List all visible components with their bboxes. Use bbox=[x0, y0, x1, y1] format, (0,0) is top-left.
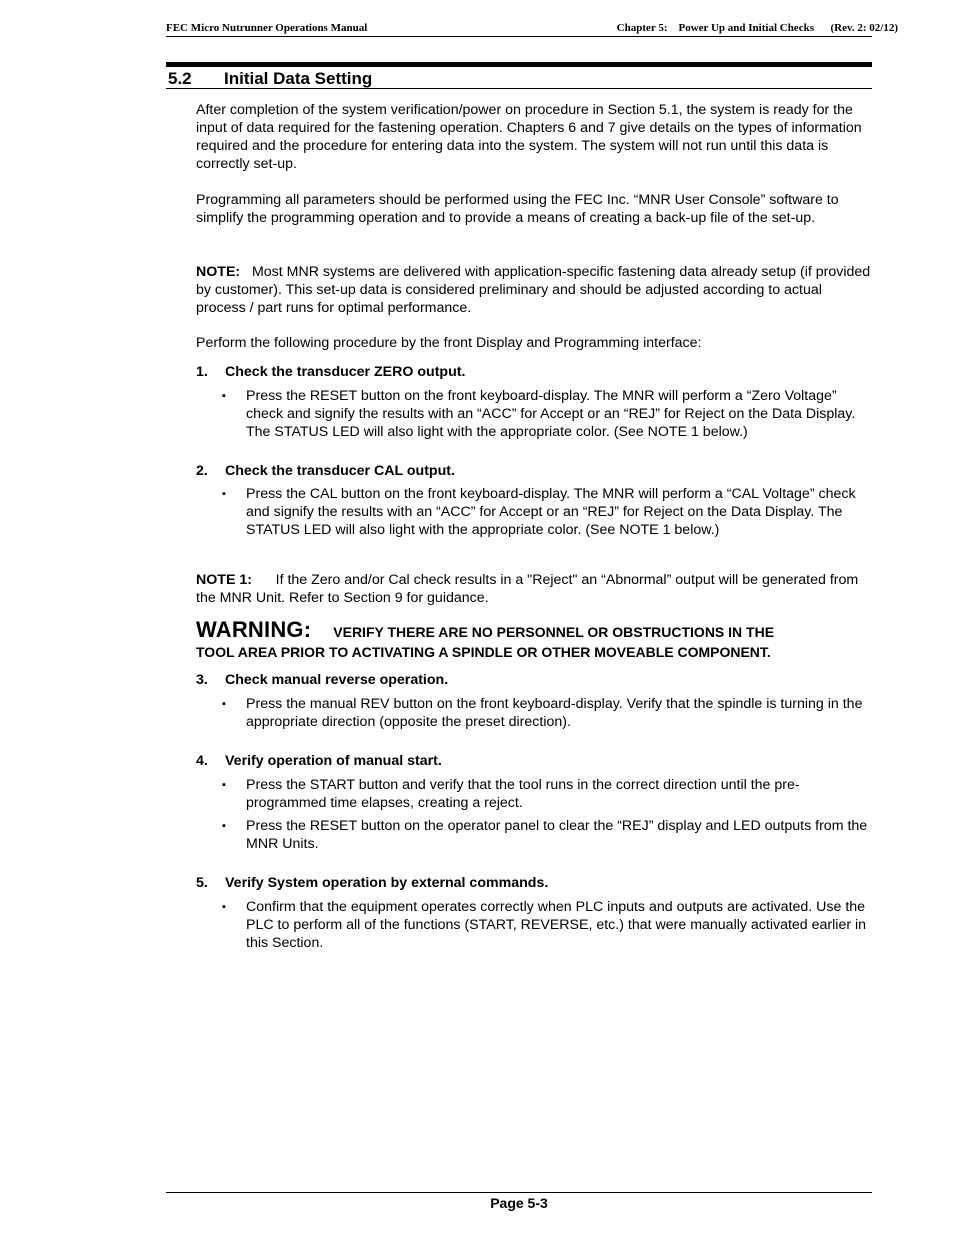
step-title: Check the transducer ZERO output. bbox=[225, 364, 466, 380]
paragraph-console: Programming all parameters should be performed using the FEC Inc. “MNR User Console” software to simplify the programming operation and to provide a means of creating a back-up file of the set-up. bbox=[196, 192, 839, 226]
bullet-icon: ▪ bbox=[222, 820, 226, 832]
section-rule bbox=[166, 88, 872, 89]
section-title: Initial Data Setting bbox=[224, 69, 373, 88]
list-item bbox=[222, 485, 872, 539]
step-title: Check manual reverse operation. bbox=[225, 672, 449, 688]
footer-rule bbox=[166, 1192, 872, 1193]
bullet-icon: ▪ bbox=[222, 390, 226, 402]
bullet-icon: ▪ bbox=[222, 779, 226, 791]
bullet-text: Press the CAL button on the front keyboard-display. The MNR will perform a “CAL Voltage” check and signify the results with an “ACC” for Accept or an “REJ” for Reject on the Data Display. The STATUS LED will also light with the appropriate color. (See NOTE 1 below.) bbox=[246, 486, 856, 538]
list-item bbox=[222, 898, 872, 952]
note1-text: If the Zero and/or Cal check results in a "Reject" an “Abnormal” output will be generated from the MNR Unit. Refer to Section 9 for guidance. bbox=[196, 572, 859, 606]
list-item bbox=[222, 776, 872, 812]
bullet-text: Confirm that the equipment operates correctly when PLC inputs and outputs are activated. Use the PLC to perform all of the functions (START, REVERSE, etc.) that were manually activated earlier in this Section. bbox=[246, 899, 867, 951]
step-title: Verify operation of manual start. bbox=[225, 753, 442, 769]
step-5-heading bbox=[196, 874, 548, 892]
bullet-icon: ▪ bbox=[222, 488, 226, 500]
step-number: 1. bbox=[196, 364, 208, 380]
warning-label: WARNING: bbox=[196, 617, 312, 642]
step-4-heading bbox=[196, 752, 442, 770]
bullet-text: Press the RESET button on the operator panel to clear the “REJ” display and LED outputs from the MNR Units. bbox=[246, 818, 868, 852]
note1-paragraph bbox=[196, 571, 872, 607]
step-3-heading bbox=[196, 671, 448, 689]
paragraph-intro: After completion of the system verification/power on procedure in Section 5.1, the system is ready for the input of data required for the fastening operation. Chapters 6 and 7 give details on the types of information required and the procedure for entering data into the system. The system will not run until this data is correctly set-up. bbox=[196, 102, 862, 172]
step-number: 5. bbox=[196, 875, 208, 891]
note-text: Most MNR systems are delivered with application-specific fastening data already setup (if provided by customer). This set-up data is considered preliminary and should be adjusted according to actual process / part runs for optimal performance. bbox=[196, 264, 871, 316]
chapter-revision: Chapter 5: Power Up and Initial Checks (Rev. 2: 02/12) bbox=[616, 22, 898, 34]
warning-line-1: VERIFY THERE ARE NO PERSONNEL OR OBSTRUCTIONS IN THE bbox=[333, 624, 775, 640]
step-number: 2. bbox=[196, 463, 208, 479]
header-rule bbox=[166, 36, 872, 37]
section-heading bbox=[168, 69, 372, 89]
step-title: Check the transducer CAL output. bbox=[225, 463, 455, 479]
section-number: 5.2 bbox=[168, 69, 192, 88]
list-item bbox=[222, 387, 872, 441]
bullet-icon: ▪ bbox=[222, 901, 226, 913]
manual-title: FEC Micro Nutrunner Operations Manual bbox=[166, 22, 368, 34]
step-number: 3. bbox=[196, 672, 208, 688]
bullet-icon: ▪ bbox=[222, 698, 226, 710]
paragraph-procedure: Perform the following procedure by the front Display and Programming interface: bbox=[196, 335, 702, 351]
step-title: Verify System operation by external commands. bbox=[225, 875, 549, 891]
bullet-text: Press the manual REV button on the front keyboard-display. Verify that the spindle is turning in the appropriate direction (opposite the preset direction). bbox=[246, 696, 863, 730]
step-number: 4. bbox=[196, 753, 208, 769]
section-bar bbox=[166, 62, 872, 67]
list-item bbox=[222, 695, 872, 731]
warning-block bbox=[196, 617, 876, 661]
list-item bbox=[222, 817, 872, 853]
note-label: NOTE: bbox=[196, 264, 241, 280]
step-1-heading bbox=[196, 363, 465, 381]
bullet-text: Press the RESET button on the front keyboard-display. The MNR will perform a “Zero Voltage” check and signify the results with an “ACC” for Accept or an “REJ” for Reject on the Data Display. The STATUS LED will also light with the appropriate color. (See NOTE 1 below.) bbox=[246, 388, 856, 440]
warning-line-2: TOOL AREA PRIOR TO ACTIVATING A SPINDLE OR OTHER MOVEABLE COMPONENT. bbox=[196, 644, 771, 660]
note-paragraph bbox=[196, 263, 872, 317]
note1-label: NOTE 1: bbox=[196, 572, 252, 588]
bullet-text: Press the START button and verify that the tool runs in the correct direction until the pre-programmed time elapses, creating a reject. bbox=[246, 777, 800, 811]
step-2-heading bbox=[196, 462, 455, 480]
page-number: Page 5-3 bbox=[490, 1195, 548, 1211]
